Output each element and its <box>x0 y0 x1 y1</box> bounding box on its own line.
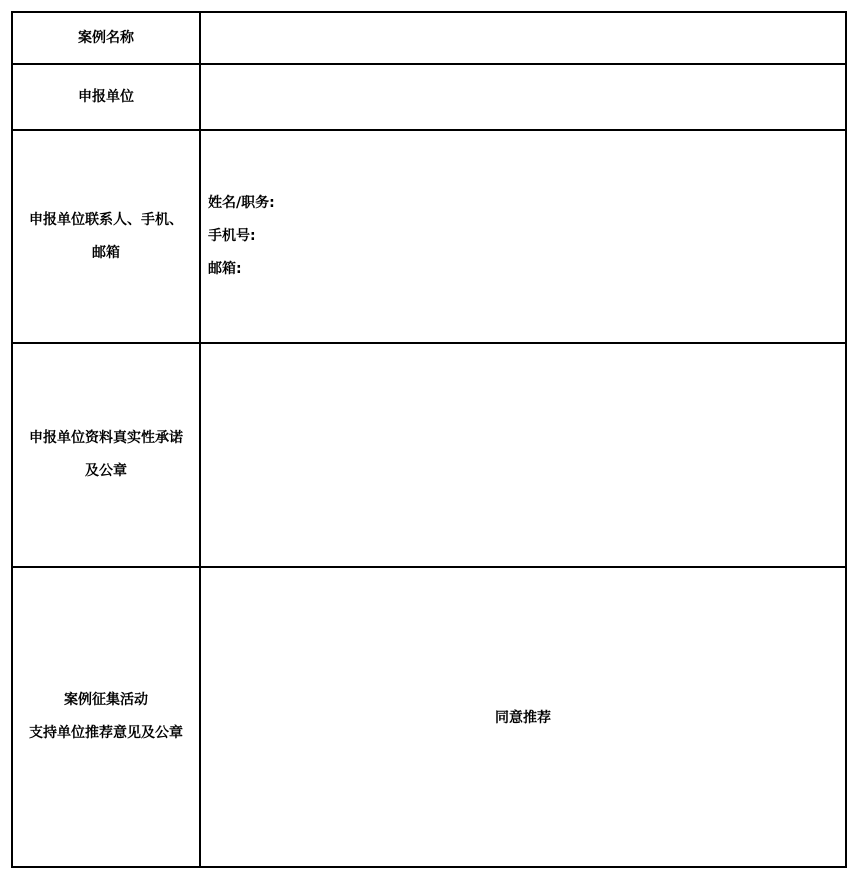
form-row-supporting-unit <box>12 567 846 867</box>
authenticity-pledge-label <box>12 343 200 567</box>
applicant-unit-label <box>12 64 200 130</box>
contact-label <box>12 130 200 343</box>
form-row-case-name <box>12 12 846 64</box>
form-row-authenticity-pledge <box>12 343 846 567</box>
label-line: 申报单位资料真实性承诺 <box>29 430 183 446</box>
label-line: 及公章 <box>85 463 127 479</box>
phone-field: 手机号: <box>208 228 256 244</box>
contact-field-list <box>201 187 845 286</box>
recommendation-value: 同意推荐 <box>200 567 846 867</box>
application-form-table <box>11 11 847 868</box>
label-line: 案例征集活动 <box>64 692 148 708</box>
applicant-unit-value <box>200 64 846 130</box>
form-row-contact <box>12 130 846 343</box>
form-row-applicant-unit <box>12 64 846 130</box>
label-line: 案例名称 <box>78 29 134 46</box>
label-line: 申报单位 <box>78 88 134 105</box>
name-title-field: 姓名/职务: <box>208 195 275 211</box>
contact-value <box>200 130 846 343</box>
label-line: 申报单位联系人、手机、 <box>29 211 183 228</box>
case-name-label <box>12 12 200 64</box>
supporting-unit-label <box>12 567 200 867</box>
label-line: 支持单位推荐意见及公章 <box>29 725 183 741</box>
email-field: 邮箱: <box>208 261 242 277</box>
authenticity-pledge-value <box>200 343 846 567</box>
label-line: 邮箱 <box>92 244 120 261</box>
case-name-value <box>200 12 846 64</box>
